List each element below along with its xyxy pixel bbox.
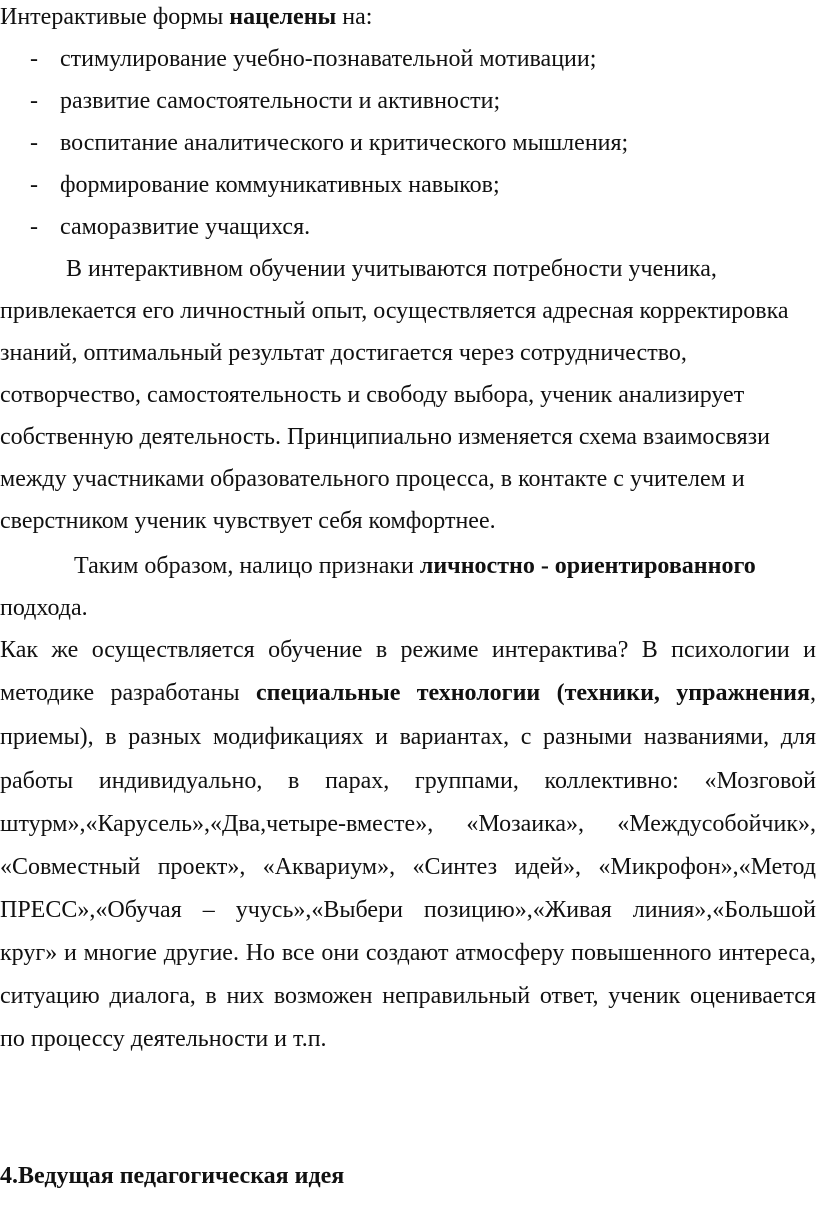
goal-text: стимулирование учебно-познавательной мотивации; [60, 46, 597, 72]
paragraph-line: В интерактивном обучении учитываются потребности ученика, [66, 256, 717, 282]
intro-line [0, 0, 816, 38]
list-dash: - [30, 46, 38, 72]
paragraph-line: штурм»,«Карусель»,«Два,четыре-вместе», «Мозаика», «Междусобойчик», [0, 811, 816, 837]
paragraph3-bold: специальные технологии (техники, упражнения [255, 680, 810, 706]
goal-item [0, 38, 816, 80]
paragraph-line [0, 672, 816, 714]
intro-prefix: Интерактивые формы [0, 4, 230, 30]
paragraph-line: между участниками образовательного процесса, в контакте с учителем и [0, 466, 745, 492]
paragraph-line: сверстником ученик чувствует себя комфортнее. [0, 508, 496, 534]
paragraph-line: круг» и многие другие. Но все они создают атмосферу повышенного интереса, [0, 940, 816, 966]
goal-text: воспитание аналитического и критического мышления; [60, 130, 629, 156]
paragraph2-prefix: Таким образом, налицо признаки [74, 553, 420, 579]
paragraph-line: собственную деятельность. Принципиально изменяется схема взаимосвязи [0, 424, 771, 450]
paragraph-line: сотворчество, самостоятельность и свободу выбора, ученик анализирует [0, 382, 745, 408]
list-dash: - [30, 130, 38, 156]
goal-item [0, 80, 816, 122]
list-dash: - [30, 214, 38, 240]
goal-item [0, 206, 816, 248]
intro-bold: нацелены [229, 4, 337, 30]
section-heading: 4.Ведущая педагогическая идея [0, 1163, 345, 1189]
paragraph-line [0, 545, 756, 587]
paragraph-line: приемы), в разных модификациях и вариантах, с разными названиями, для [0, 724, 816, 750]
paragraph-line: по процессу деятельности и т.п. [0, 1026, 327, 1052]
goal-text: формирование коммуникативных навыков; [60, 172, 500, 198]
goal-item [0, 122, 816, 164]
paragraph-line: ситуацию диалога, в них возможен неправильный ответ, ученик оценивается [0, 983, 816, 1009]
paragraph3-suffix: , [810, 680, 816, 706]
paragraph2-bold: личностно - ориентированного [419, 553, 756, 579]
paragraph-line: знаний, оптимальный результат достигается через сотрудничество, [0, 340, 687, 366]
paragraph-line: ПРЕСС»,«Обучая – учусь»,«Выбери позицию»,«Живая линия»,«Большой [0, 897, 816, 923]
paragraph-line: работы индивидуально, в парах, группами, коллективно: «Мозговой [0, 768, 816, 794]
goal-text: саморазвитие учащихся. [60, 214, 311, 240]
list-dash: - [30, 88, 38, 114]
paragraph-line: привлекается его личностный опыт, осуществляется адресная корректировка [0, 298, 789, 324]
paragraph-line: «Совместный проект», «Аквариум», «Синтез идей», «Микрофон»,«Метод [0, 854, 816, 880]
paragraph3-prefix: методике разработаны [0, 680, 256, 706]
goal-item [0, 164, 816, 206]
goal-text: развитие самостоятельности и активности; [60, 88, 501, 114]
paragraph-line: подхода. [0, 595, 88, 621]
intro-suffix: на: [336, 4, 373, 30]
list-dash: - [30, 172, 38, 198]
paragraph-line: Как же осуществляется обучение в режиме интерактива? В психологии и [0, 637, 816, 663]
